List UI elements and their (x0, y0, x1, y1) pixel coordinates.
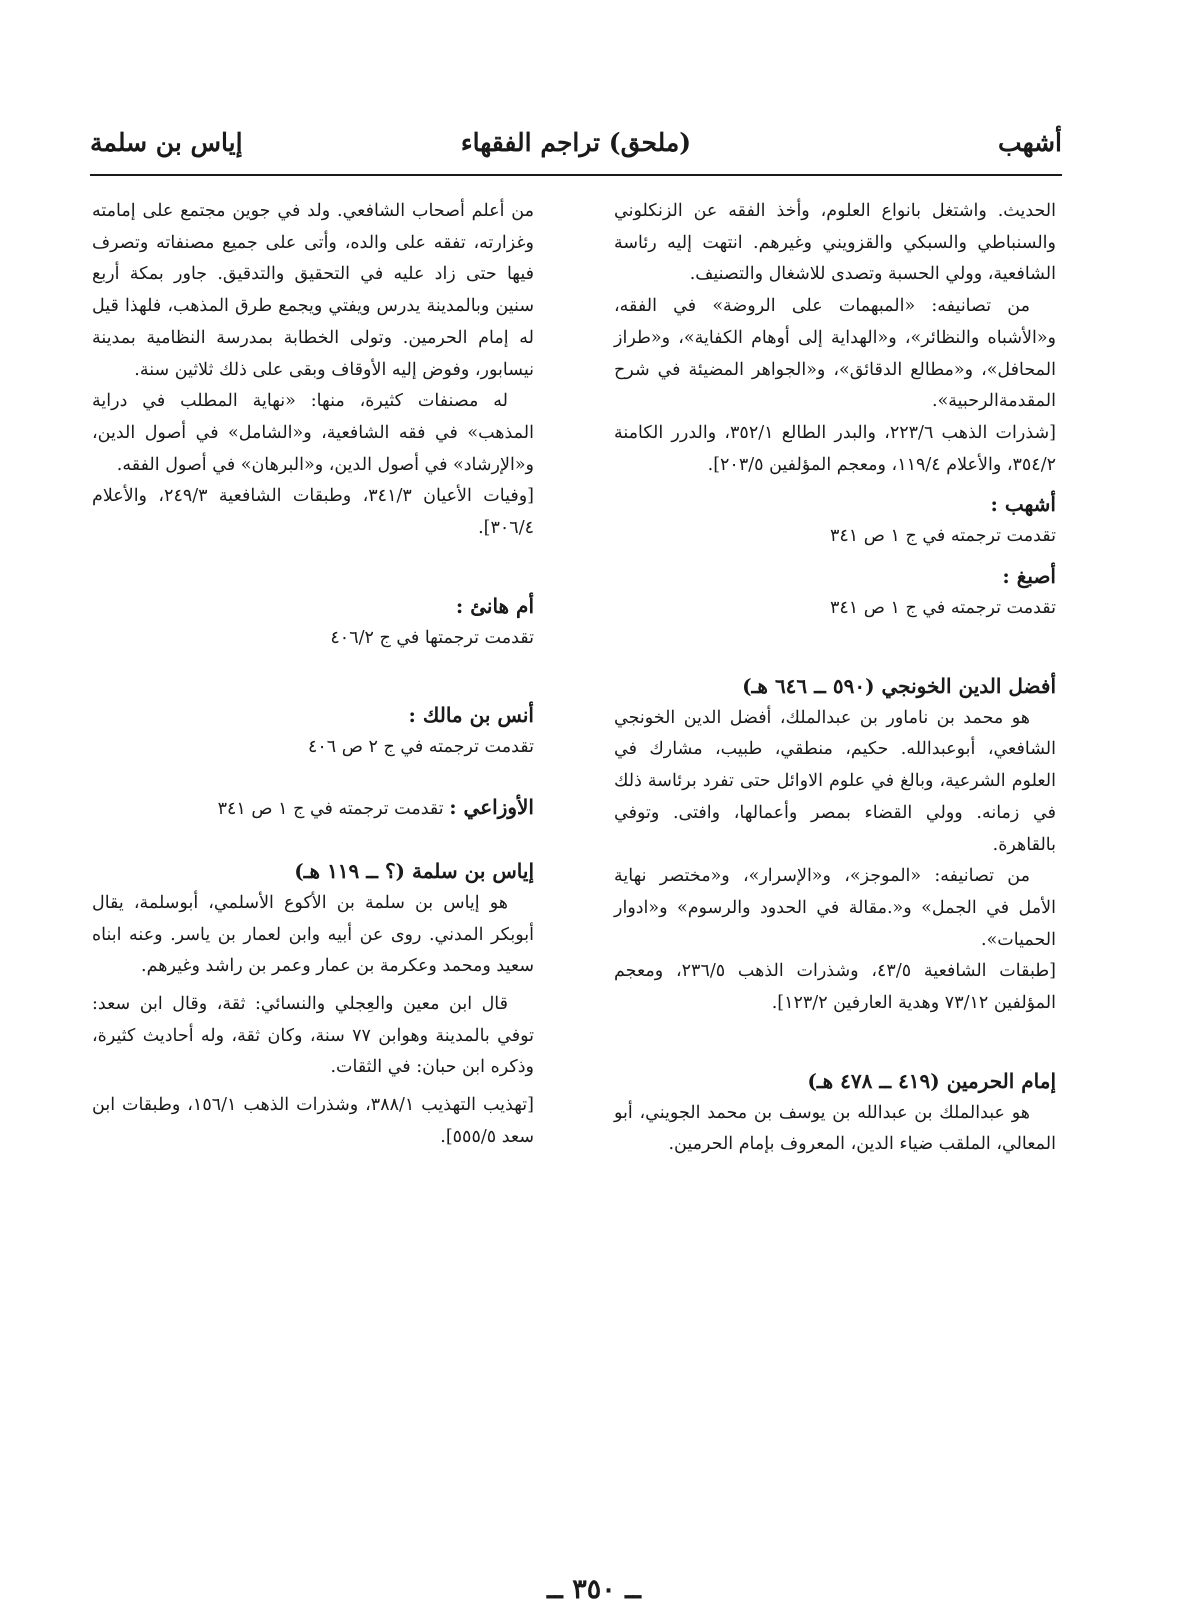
references: [تهذيب التهذيب ٣٨٨/١، وشذرات الذهب ١٥٦/١، وطبقات ابن سعد ٥٥٥/٥]. (92, 1095, 534, 1147)
cross-reference: تقدمت ترجمته في ج ١ ص ٣٤١ (830, 598, 1056, 619)
entry-heading: أفضل الدين الخونجي (٥٩٠ ــ ٦٤٦ هـ) (742, 673, 1056, 698)
entry-heading: إياس بن سلمة (؟ ــ ١١٩ هـ) (294, 858, 534, 883)
paragraph: من تصانيفه: «الموجز»، و«الإسرار»، و«مختصر نهاية الأمل في الجمل» و«.مقالة في الحدود والرسوم» و«ادوار الحميات». (614, 866, 1056, 950)
entry-heading: إمام الحرمين (٤١٩ ــ ٤٧٨ هـ) (807, 1068, 1056, 1093)
cross-reference: تقدمت ترجمتها في ج ٤٠٦/٢ (330, 627, 534, 648)
header-section-title: (ملحق) تراجم الفقهاء (460, 128, 692, 157)
cross-reference: تقدمت ترجمته في ج ١ ص ٣٤١ (830, 526, 1056, 547)
running-header (90, 128, 1062, 176)
entry-heading: أصبغ : (1002, 564, 1056, 589)
paragraph: من أعلم أصحاب الشافعي. ولد في جوين مجتمع على إمامته وغزارته، تفقه على والده، وأتى على جميع مصنفاته وتصرف فيها حتى زاد عليه في التحقيق والتدقيق. جاور بمكة أربع سنين وبالمدينة يدرس ويفتي ويجمع طرق المذهب، فلهذا قيل له إمام الحرمين. وتولى الخطابة بمدرسة النظامية بمدينة نيسابور، وفوض إليه الأوقاف وبقى على ذلك ثلاثين سنة. (92, 201, 534, 380)
paragraph: الحديث. واشتغل بانواع العلوم، وأخذ الفقه عن الزنكلوني والسنباطي والسبكي والقزويني وغيرهم. انتهت إليه رئاسة الشافعية، وولي الحسبة وتصدى للاشغال والتصنيف. (614, 201, 1056, 285)
left-column (92, 196, 534, 1153)
paragraph: من تصانيفه: «المبهمات على الروضة» في الفقه، و«الأشباه والنظائر»، و«الهداية إلى أوهام الكفاية»، و«طراز المحافل»، و«مطالع الدقائق»، و«الجواهر المضيئة في شرح المقدمةالرحبية». (614, 296, 1056, 412)
paragraph: هو عبدالملك بن عبدالله بن يوسف بن محمد الجويني، أبو المعالي، الملقب ضياء الدين، المعروف بإمام الحرمين. (614, 1102, 1056, 1155)
paragraph: هو إياس بن سلمة بن الأكوع الأسلمي، أبوسلمة، يقال أبوبكر المدني. روى عن أبيه وابن لعمار بن ياسر. وعنه ابناه سعيد ومحمد وعكرمة بن عمار وعمر بن راشد وغيرهم. (92, 892, 534, 977)
references: [شذرات الذهب ٢٢٣/٦، والبدر الطالع ٣٥٢/١، والدرر الكامنة ٣٥٤/٢، والأعلام ١١٩/٤، ومعجم المؤلفين ٢٠٣/٥]. (614, 422, 1057, 475)
right-column (614, 196, 1056, 1161)
entry-heading: أنس بن مالك : (408, 703, 534, 728)
inline-entry (92, 792, 534, 826)
cross-reference: تقدمت ترجمته في ج ٢ ص ٤٠٦ (308, 737, 534, 758)
header-first-entry: أشهب (998, 128, 1062, 157)
references: [طبقات الشافعية ٤٣/٥، وشذرات الذهب ٢٣٦/٥، ومعجم المؤلفين ٧٣/١٢ وهدية العارفين ١٢٣/٢]. (614, 961, 1056, 1014)
paragraph: قال ابن معين والعِجلي والنسائي: ثقة، وقال ابن سعد: توفي بالمدينة وهوابن ٧٧ سنة، وكان ثقة، وله أحاديث كثيرة، وذكره ابن حبان: في الثقات. (92, 993, 534, 1078)
paragraph: له مصنفات كثيرة، منها: «نهاية المطلب في دراية المذهب» في فقه الشافعية، و«الشامل» في أصول الدين، و«الإرشاد» في أصول الدين، و«البرهان» في أصول الفقه. (92, 391, 534, 475)
entry-heading: الأوزاعي : (449, 795, 534, 820)
page-number: ــ ٣٥٠ ــ (547, 1574, 641, 1605)
references: [وفيات الأعيان ٣٤١/٣، وطبقات الشافعية ٢٤٩/٣، والأعلام ٣٠٦/٤]. (92, 486, 535, 539)
entry-heading: أم هانئ : (455, 593, 534, 618)
paragraph: هو محمد بن ناماور بن عبدالملك، أفضل الدين الخونجي الشافعي، أبوعبدالله. حكيم، منطقي، طبيب، مشارك في العلوم الشرعية، وبالغ في علوم الاوائل حتى تفرد برئاسة ذلك في زمانه. وولي القضاء بمصر وأعمالها، وافتى. وتوفي بالقاهرة. (614, 707, 1056, 855)
cross-reference: تقدمت ترجمته في ج ١ ص ٣٤١ (217, 799, 444, 820)
entry-heading: أشهب : (990, 492, 1056, 517)
header-last-entry: إياس بن سلمة (90, 128, 243, 157)
